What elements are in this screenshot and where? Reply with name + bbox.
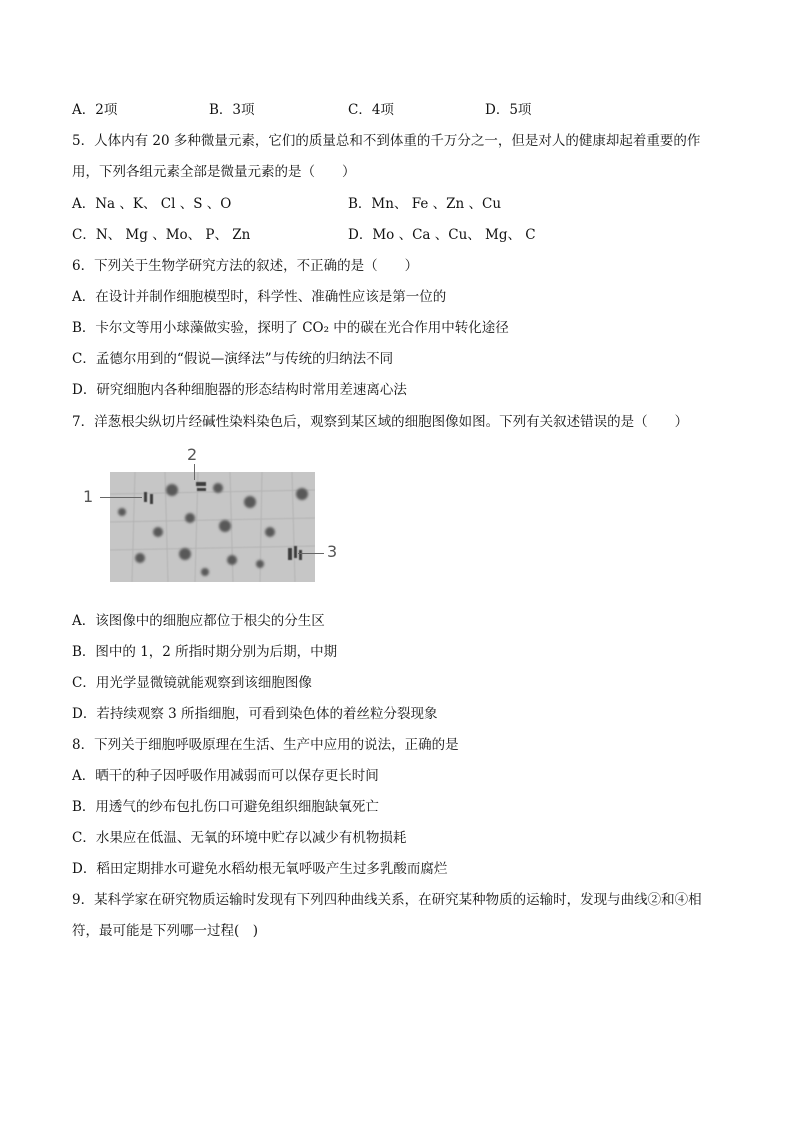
q6-stem: 6．下列关于生物学研究方法的叙述，不正确的是（ ） xyxy=(72,258,419,274)
q8-option-d: D．稻田定期排水可避免水稻幼根无氧呼吸产生过多乳酸而腐烂 xyxy=(72,861,448,877)
q8-stem: 8．下列关于细胞呼吸原理在生活、生产中应用的说法，正确的是 xyxy=(72,737,459,753)
figure-pointer-3 xyxy=(298,553,324,554)
q5-stem-line1: 5．人体内有 20 多种微量元素，它们的质量总和不到体重的千万分之一，但是对人的健康却起着重要的作 xyxy=(72,133,701,149)
q7-option-d: D．若持续观察 3 所指细胞，可看到染色体的着丝粒分裂现象 xyxy=(72,706,438,722)
q9-stem-line1: 9．某科学家在研究物质运输时发现有下列四种曲线关系，在研究某种物质的运输时，发现与曲线②和④相 xyxy=(72,892,702,908)
q6-option-c: C．孟德尔用到的“假说—演绎法”与传统的归纳法不同 xyxy=(72,351,394,367)
q6-option-b: B．卡尔文等用小球藻做实验，探明了 CO₂ 中的碳在光合作用中转化途径 xyxy=(72,320,509,336)
q5-option-b: B．Mn、 Fe 、Zn 、Cu xyxy=(348,196,502,212)
q4-option-a: A．2项 xyxy=(72,102,118,118)
q7-option-a: A．该图像中的细胞应都位于根尖的分生区 xyxy=(72,613,325,629)
q6-option-d: D．研究细胞内各种细胞器的形态结构时常用差速离心法 xyxy=(72,382,407,398)
micrograph-image xyxy=(110,472,315,582)
q5-option-c: C．N、 Mg 、Mo、 P、 Zn xyxy=(72,227,251,243)
q7-micrograph-figure xyxy=(80,442,340,587)
q6-option-a: A．在设计并制作细胞模型时，科学性、准确性应该是第一位的 xyxy=(72,289,447,305)
q5-stem-line2: 用，下列各组元素全部是微量元素的是（ ） xyxy=(72,164,356,180)
q7-stem: 7．洋葱根尖纵切片经碱性染料染色后，观察到某区域的细胞图像如图。下列有关叙述错误的是（ ） xyxy=(72,414,689,430)
figure-label-2: 2 xyxy=(187,445,198,464)
q7-option-c: C．用光学显微镜就能观察到该细胞图像 xyxy=(72,675,312,691)
figure-pointer-2 xyxy=(194,464,195,480)
q5-option-a: A．Na 、K、 Cl 、S 、O xyxy=(72,196,232,212)
q8-option-a: A．晒干的种子因呼吸作用减弱而可以保存更长时间 xyxy=(72,768,379,784)
micrograph-cells xyxy=(110,472,315,582)
figure-pointer-1 xyxy=(100,497,142,498)
q9-stem-line2: 符，最可能是下列哪一过程( ) xyxy=(72,923,259,939)
q8-option-c: C．水果应在低温、无氧的环境中贮存以减少有机物损耗 xyxy=(72,830,407,846)
q8-option-b: B．用透气的纱布包扎伤口可避免组织细胞缺氧死亡 xyxy=(72,799,379,815)
q4-option-b: B．3项 xyxy=(209,102,255,118)
q5-option-d: D．Mo 、Ca 、Cu、 Mg、 C xyxy=(348,227,536,243)
q4-option-d: D．5项 xyxy=(485,102,532,118)
figure-label-3: 3 xyxy=(327,542,338,561)
figure-label-1: 1 xyxy=(83,487,94,506)
q4-option-c: C．4项 xyxy=(348,102,394,118)
q7-option-b: B．图中的 1，2 所指时期分别为后期，中期 xyxy=(72,644,338,660)
